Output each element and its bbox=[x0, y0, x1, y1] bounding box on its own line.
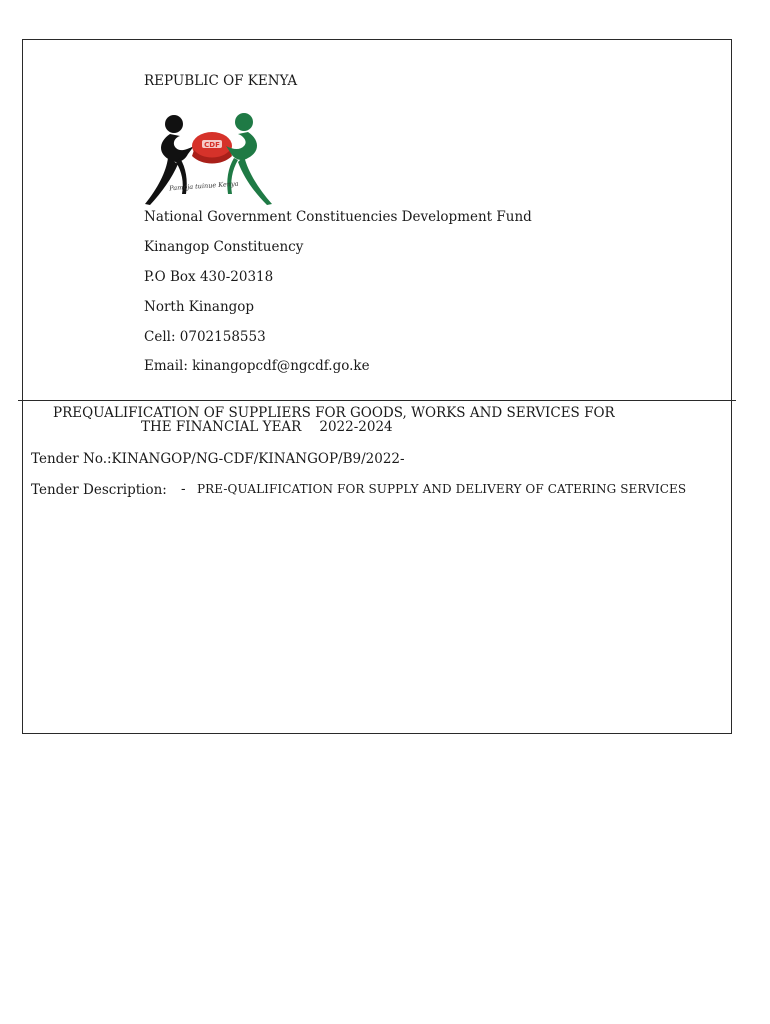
tender-description-value: PRE-QUALIFICATION FOR SUPPLY AND DELIVERY OF CATERING SERVICES bbox=[197, 482, 687, 496]
tender-description-label: Tender Description: bbox=[31, 482, 167, 498]
cell-number: Cell: 0702158553 bbox=[144, 329, 266, 345]
tender-number: Tender No.:KINANGOP/NG-CDF/KINANGOP/B9/2022- bbox=[31, 451, 405, 467]
tender-description-dash: - bbox=[181, 481, 186, 497]
tender-heading-line1: PREQUALIFICATION OF SUPPLIERS FOR GOODS, WORKS AND SERVICES FOR bbox=[53, 405, 615, 421]
logo-red-center bbox=[192, 132, 232, 164]
svg-text:Pamoja tuinue Kenya: Pamoja tuinue Kenya bbox=[168, 179, 239, 193]
constituency-name: Kinangop Constituency bbox=[144, 239, 304, 255]
ngcdf-logo bbox=[140, 110, 280, 208]
financial-year-label: THE FINANCIAL YEAR bbox=[141, 419, 302, 435]
document-frame bbox=[22, 39, 732, 734]
svg-text:CDF: CDF bbox=[204, 141, 220, 149]
section-divider bbox=[18, 400, 736, 401]
email-address: Email: kinangopcdf@ngcdf.go.ke bbox=[144, 358, 370, 374]
country-heading: REPUBLIC OF KENYA bbox=[144, 73, 298, 89]
tender-heading-line2 bbox=[141, 419, 393, 435]
logo-green-figure bbox=[226, 113, 272, 205]
po-box: P.O Box 430-20318 bbox=[144, 269, 274, 285]
financial-year-value: 2022-2024 bbox=[319, 419, 393, 435]
fund-name: National Government Constituencies Development Fund bbox=[144, 209, 532, 225]
town: North Kinangop bbox=[144, 299, 255, 315]
